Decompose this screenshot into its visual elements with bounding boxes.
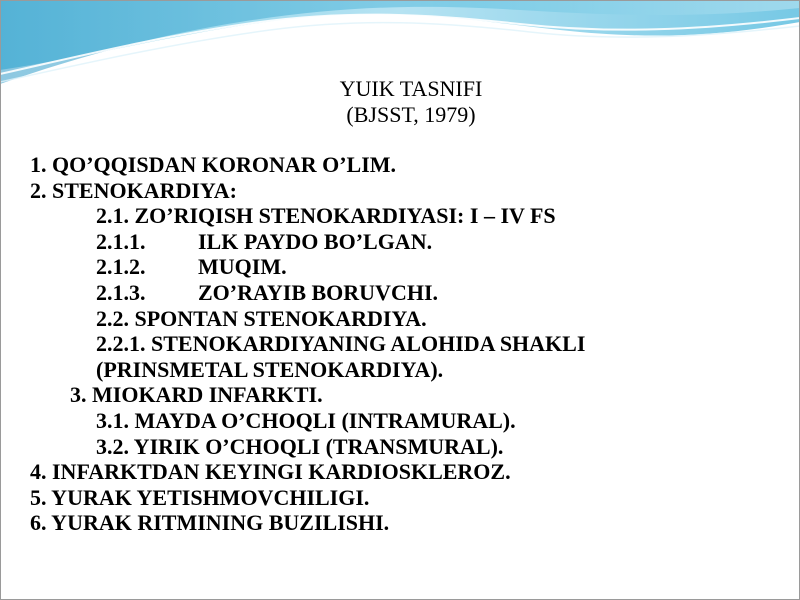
list-item [30, 229, 790, 255]
list-item: 2.1. ZO’RIQISH STENOKARDIYASI: I – IV FS [96, 203, 556, 229]
list-item: 2.2. SPONTAN STENOKARDIYA. [96, 305, 427, 331]
item-text: MUQIM. [198, 254, 287, 280]
list-item: 1. QO’QQISDAN KORONAR O’LIM. [30, 152, 397, 177]
classification-list [30, 152, 790, 536]
slide-title [0, 76, 800, 128]
list-item: 3.1. MAYDA O’CHOQLI (INTRAMURAL). [96, 407, 516, 433]
item-text: ZO’RAYIB BORUVCHI. [198, 279, 439, 305]
list-item: (PRINSMETAL STENOKARDIYA). [96, 356, 444, 382]
title-line-2: (BJSST, 1979) [346, 102, 476, 127]
item-text: ILK PAYDO BO’LGAN. [198, 228, 433, 254]
list-item: 3.2. YIRIK O’CHOQLI (TRANSMURAL). [96, 433, 504, 459]
list-item [30, 254, 790, 280]
list-item [30, 280, 790, 306]
list-item: 4. INFARKTDAN KEYINGI KARDIOSKLEROZ. [30, 459, 511, 485]
title-line-1: YUIK TASNIFI [339, 76, 483, 101]
list-item: 6. YURAK RITMINING BUZILISHI. [30, 510, 390, 536]
item-number: 2.1.2. [96, 254, 146, 280]
list-item: 2.2.1. STENOKARDIYANING ALOHIDA SHAKLI [96, 331, 586, 357]
list-item: 5. YURAK YETISHMOVCHILIGI. [30, 484, 370, 510]
item-number: 2.1.1. [96, 228, 146, 254]
list-item: 2. STENOKARDIYA: [30, 177, 238, 203]
item-number: 2.1.3. [96, 279, 146, 305]
list-item: 3. MIOKARD INFARKTI. [70, 382, 323, 408]
